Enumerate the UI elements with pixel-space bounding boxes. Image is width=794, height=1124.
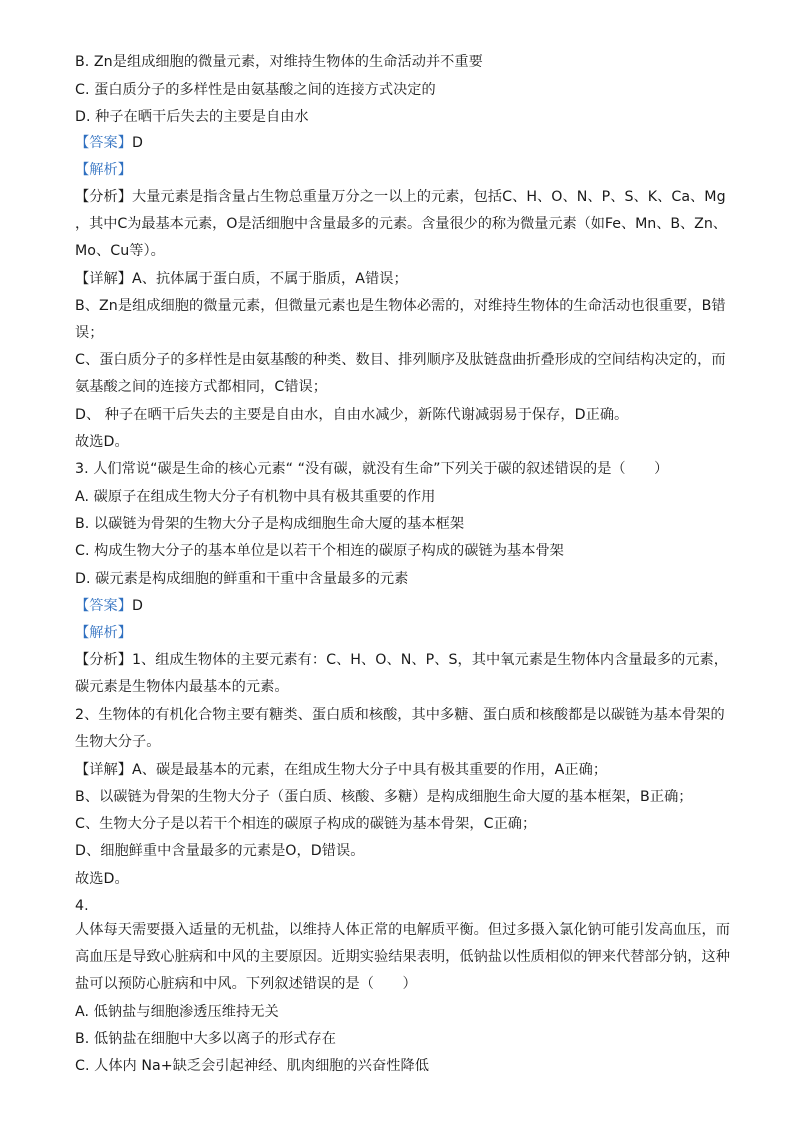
q3-option-a: A. 碳原子在组成生物大分子有机物中具有极其重要的作用 bbox=[75, 489, 436, 505]
q4-stem-line1: 人体每天需要摄入适量的无机盐，以维持人体正常的电解质平衡。但过多摄入氯化钠可能引发高血压，而 bbox=[75, 922, 730, 938]
q3-fenxi-line4: 生物大分子。 bbox=[75, 734, 161, 750]
q3-fenxi-line2: 碳元素是生物体内最基本的元素。 bbox=[75, 679, 289, 695]
q4-stem-line2: 高血压是导致心脏病和中风的主要原因。近期实验结果表明，低钠盐以性质相似的钾来代替部分钠，这种 bbox=[75, 949, 730, 965]
q3-answer bbox=[75, 596, 143, 616]
q4-option-b: B. 低钠盐在细胞中大多以离子的形式存在 bbox=[75, 1031, 336, 1047]
q3-stem: 3. 人们常说“碳是生命的核心元素“ “没有碳，就没有生命”下列关于碳的叙述错误的是（ ） bbox=[75, 461, 669, 477]
q2-conclusion: 故选D。 bbox=[75, 434, 129, 450]
q4-number: 4. bbox=[75, 898, 89, 914]
q2-fenxi-line3: Mo、Cu等）。 bbox=[75, 243, 165, 259]
q3-option-c: C. 构成生物大分子的基本单位是以若干个相连的碳原子构成的碳链为基本骨架 bbox=[75, 543, 564, 559]
fenxi-text: 1、组成生物体的主要元素有：C、H、O、N、P、S，其中氧元素是生物体内含量最多的元素， bbox=[131, 652, 729, 668]
detail-tag: 【详解】 bbox=[75, 271, 132, 287]
q4-option-c: C. 人体内 Na+缺乏会引起神经、肌肉细胞的兴奋性降低 bbox=[75, 1058, 429, 1074]
answer-value: D bbox=[131, 135, 143, 151]
q2-detail-b-line1: B、Zn是组成细胞的微量元素，但微量元素也是生物体必需的，对维持生物体的生命活动也很重要，B错 bbox=[75, 298, 726, 314]
q2-detail-a bbox=[75, 269, 408, 289]
q2-detail-d: D、 种子在晒干后失去的主要是自由水，自由水减少，新陈代谢减弱易于保存，D正确。 bbox=[75, 407, 629, 423]
q2-fenxi-line1 bbox=[75, 187, 726, 207]
q2-detail-c-line1: C、蛋白质分子的多样性是由氨基酸的种类、数目、排列顺序及肽链盘曲折叠形成的空间结构决定的，而 bbox=[75, 352, 726, 368]
q3-fenxi-line1 bbox=[75, 650, 728, 670]
fenxi-text: 大量元素是指含量占生物总重量万分之一以上的元素，包括C、H、O、N、P、S、K、Ca、Mg bbox=[131, 189, 726, 205]
q3-fenxi-line3: 2、生物体的有机化合物主要有糖类、蛋白质和核酸，其中多糖、蛋白质和核酸都是以碳链为基本骨架的 bbox=[75, 707, 725, 723]
q3-detail-d: D、细胞鲜重中含量最多的元素是O，D错误。 bbox=[75, 843, 365, 859]
q2-option-b: B. Zn是组成细胞的微量元素，对维持生物体的生命活动并不重要 bbox=[75, 54, 483, 70]
q4-option-a: A. 低钠盐与细胞渗透压维持无关 bbox=[75, 1004, 279, 1020]
q2-analysis-tag: 【解析】 bbox=[75, 162, 132, 178]
q2-option-d: D. 种子在晒干后失去的主要是自由水 bbox=[75, 109, 309, 125]
answer-value: D bbox=[131, 598, 143, 614]
fenxi-tag: 【分析】 bbox=[75, 652, 132, 668]
q3-detail-a bbox=[75, 760, 607, 780]
q3-detail-b: B、以碳链为骨架的生物大分子（蛋白质、核酸、多糖）是构成细胞生命大厦的基本框架，B正确； bbox=[75, 789, 693, 805]
detail-tag: 【详解】 bbox=[75, 762, 132, 778]
q3-conclusion: 故选D。 bbox=[75, 871, 129, 887]
q2-option-c: C. 蛋白质分子的多样性是由氨基酸之间的连接方式决定的 bbox=[75, 82, 436, 98]
q4-stem-line3: 盐可以预防心脏病和中风。下列叙述错误的是（ ） bbox=[75, 976, 417, 992]
detail-text: A、抗体属于蛋白质，不属于脂质，A错误； bbox=[131, 271, 408, 287]
q2-answer bbox=[75, 133, 143, 153]
q3-option-d: D. 碳元素是构成细胞的鲜重和干重中含量最多的元素 bbox=[75, 571, 409, 587]
answer-tag: 【答案】 bbox=[75, 598, 132, 614]
q2-detail-b-line2: 误； bbox=[75, 325, 104, 341]
q3-detail-c: C、生物大分子是以若干个相连的碳原子构成的碳链为基本骨架，C正确； bbox=[75, 816, 537, 832]
q3-analysis-tag: 【解析】 bbox=[75, 625, 132, 641]
detail-text: A、碳是最基本的元素，在组成生物大分子中具有极其重要的作用，A正确； bbox=[131, 762, 608, 778]
q2-detail-c-line2: 氨基酸之间的连接方式都相同，C错误； bbox=[75, 379, 327, 395]
q3-option-b: B. 以碳链为骨架的生物大分子是构成细胞生命大厦的基本框架 bbox=[75, 516, 465, 532]
q2-fenxi-line2: ，其中C为最基本元素，O是活细胞中含量最多的元素。含量很少的称为微量元素（如Fe、Mn、B、Zn、 bbox=[75, 216, 727, 232]
answer-tag: 【答案】 bbox=[75, 135, 132, 151]
fenxi-tag: 【分析】 bbox=[75, 189, 132, 205]
